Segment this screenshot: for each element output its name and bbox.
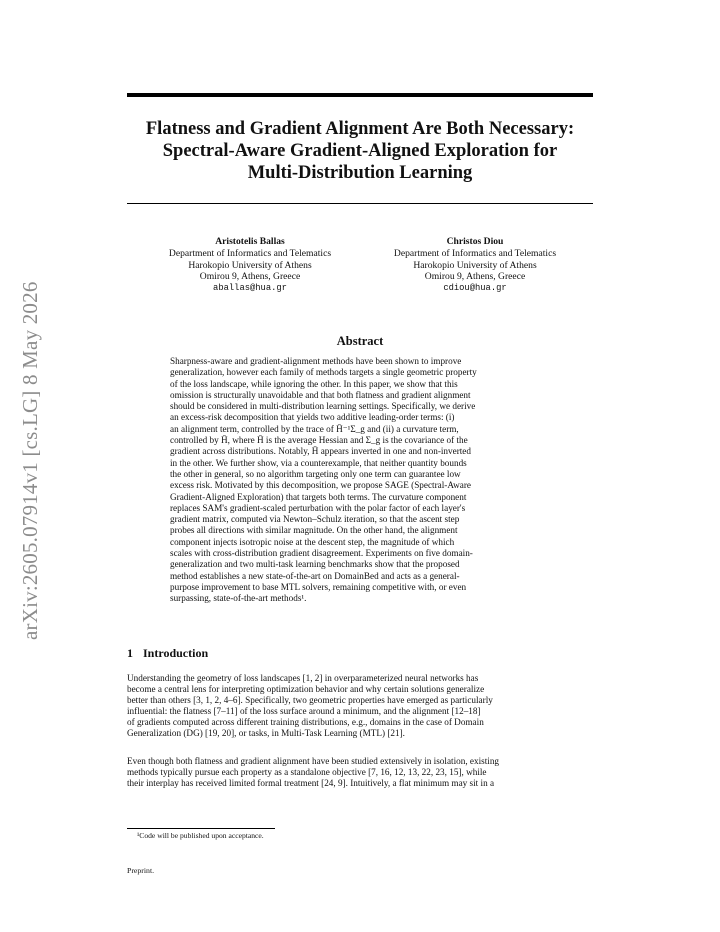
title-line: Spectral-Aware Gradient-Aligned Exploration for [162,141,558,161]
abstract-line: Sharpness-aware and gradient-alignment methods have been shown to improve [170,356,462,366]
abstract-heading: Abstract [336,334,384,348]
footnote: ¹Code will be published upon acceptance. [137,831,264,840]
paragraph-line: methods typically pursue each property as a standalone objective [7, 16, 12, 13, 22, 23, 15], while [127,766,487,777]
abstract-line: surpassing, state-of-the-art methods¹. [170,593,307,604]
paragraph-line: Understanding the geometry of loss landscapes [1, 2] in overparameterized neural networks has [127,673,479,683]
paragraph-line: influential: the flatness [7–11] of the loss surface around a minimum, and the alignment [12–18] [127,705,481,716]
abstract-line: scales with cross-distribution gradient disagreement. Experiments on five domain- [170,548,473,559]
author-email[interactable]: cdiou@hua.gr [443,283,507,294]
author-address: Omirou 9, Athens, Greece [424,271,526,283]
intro-paragraph-1 [127,673,593,738]
author-block [145,236,355,295]
author-address: Omirou 9, Athens, Greece [199,271,301,283]
abstract-body [170,356,551,605]
abstract-line: component injects isotropic noise at the descent step, the magnitude of which [170,536,455,547]
abstract-line: omission is structurally unavoidable and that both flatness and gradient alignment [170,389,471,400]
preprint-label: Preprint. [127,866,155,875]
title-line: Flatness and Gradient Alignment Are Both Necessary: [145,119,575,139]
section-number: 1 [127,646,133,660]
abstract-line: purpose improvement to base MTL solvers, remaining competitive with, or even [170,581,467,592]
abstract-line: generalization and two multi-task learning benchmarks show that the proposed [170,559,460,570]
author-name: Aristotelis Ballas [215,236,285,247]
arxiv-identifier: arXiv:2605.07914v1 [cs.LG] 8 May 2026 [18,281,42,640]
author-block [370,236,580,295]
author-university: Harokopio University of Athens [188,259,312,271]
author-university: Harokopio University of Athens [413,259,537,271]
abstract-line: the other in general, so no algorithm targeting only one term can guarantee low [170,468,461,479]
paper-title [127,118,593,184]
section-title: Introduction [143,646,209,660]
abstract-line: gradient across distributions. Notably, H̄ appears inverted in one and non-inverted [170,446,471,457]
paragraph-line: become a central lens for interpreting optimization behavior and why certain solutions generalize [127,683,485,694]
abstract-line: method establishes a new state-of-the-art on DomainBed and acts as a general- [170,570,460,581]
paragraph-line: better than others [3, 1, 2, 4–6]. Specifically, two geometric properties have emerged as particularly [127,694,493,705]
section-heading [127,646,208,661]
abstract-line: gradient matrix, computed via Newton–Schulz iteration, so that the ascent step [170,514,460,525]
title-top-rule [127,93,593,97]
abstract-line: should be considered in multi-distribution learning settings. Specifically, we derive [170,401,476,412]
abstract-line: in the other. We further show, via a counterexample, that neither quantity bounds [170,457,467,468]
footnote-rule [127,828,275,829]
abstract-line: excess risk. Motivated by this decomposition, we propose SAGE (Spectral-Aware [170,480,472,491]
abstract-line: Gradient-Aligned Exploration) that targets both terms. The curvature component [170,491,467,502]
paragraph-line: Generalization (DG) [19, 20], or tasks, in Multi-Task Learning (MTL) [21]. [127,727,405,738]
abstract-line: an excess-risk decomposition that yields two additive leading-order terms: (i) [170,412,455,423]
abstract-line: probes all directions with similar magnitude. On the other hand, the alignment [170,525,458,536]
title-line: Multi-Distribution Learning [247,163,473,183]
author-department: Department of Informatics and Telematics [393,247,557,259]
author-name: Christos Diou [446,236,504,247]
intro-paragraph-2 [127,756,593,789]
title-bottom-rule [127,203,593,204]
abstract-line: of the loss landscape, while ignoring the other. In this paper, we show that this [170,378,458,389]
abstract-line: generalization, however each family of methods targets a single geometric property [170,367,477,378]
abstract-line: controlled by H̄, where H̄ is the average Hessian and Σ_g is the covariance of the [170,435,468,446]
author-email[interactable]: aballas@hua.gr [213,283,287,294]
abstract-line: replaces SAM's gradient-scaled perturbation with the polar factor of each layer's [170,502,466,513]
abstract-line: an alignment term, controlled by the trace of H̄⁻¹Σ_g and (ii) a curvature term, [170,423,459,434]
paragraph-line: Even though both flatness and gradient alignment have been studied extensively in isolation, existing [127,756,500,766]
paragraph-line: their interplay has received limited formal treatment [24, 9]. Intuitively, a flat minimum may sit in a [127,777,495,788]
paragraph-line: of gradients computed across different training distributions, e.g., domains in the case of Domain [127,716,484,727]
author-department: Department of Informatics and Telematics [168,247,332,259]
